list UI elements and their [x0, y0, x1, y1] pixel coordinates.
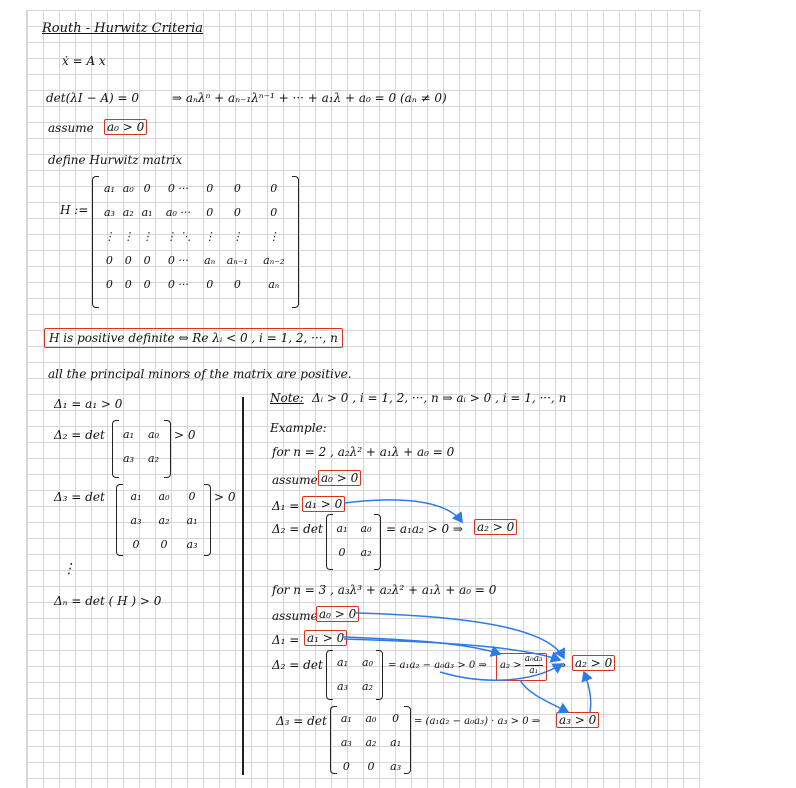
- n3-result3-box: a₃ > 0: [556, 712, 599, 728]
- n3-ineq-box: [496, 653, 547, 681]
- n3-heading: for n = 3 , a₃λ³ + a₂λ² + a₁λ + a₀ = 0: [272, 583, 497, 597]
- minors-statement: all the principal minors of the matrix are positive.: [48, 367, 352, 381]
- matrix-cell: 0 ···: [167, 253, 189, 267]
- matrix-row: [122, 484, 206, 508]
- matrix-cell: a₂: [365, 735, 377, 749]
- matrix-cell: aₙ: [204, 253, 216, 267]
- delta2-left-rhs: > 0: [174, 428, 196, 442]
- column-divider: [242, 397, 244, 775]
- n3-result2-box: a₂ > 0: [572, 655, 615, 671]
- matrix-cell: a₀: [360, 521, 372, 535]
- delta2-left-matrix: [116, 422, 166, 470]
- delta2-left-lhs: Δ₂ = det: [54, 428, 105, 442]
- matrix-cell: ⋮: [231, 229, 243, 243]
- n3-d2-lhs: Δ₂ = det: [272, 658, 323, 672]
- matrix-row: [100, 224, 292, 248]
- matrix-cell: 0: [367, 759, 375, 773]
- matrix-row: [330, 674, 380, 698]
- matrix-cell: 0: [342, 759, 350, 773]
- n2-heading: for n = 2 , a₂λ² + a₁λ + a₀ = 0: [272, 445, 455, 459]
- matrix-cell: 0: [105, 253, 113, 267]
- n3-ineq-text: a₂ >: [500, 660, 522, 671]
- matrix-cell: 0: [124, 277, 132, 291]
- hurwitz-H-label: H :=: [60, 203, 89, 217]
- matrix-row: [122, 532, 206, 556]
- n3-assume-box: a₀ > 0: [316, 606, 359, 622]
- matrix-row: [334, 754, 408, 778]
- matrix-cell: a₃: [130, 513, 142, 527]
- matrix-cell: aₙ₋₁: [226, 253, 248, 267]
- n2-result-box: a₂ > 0: [474, 519, 517, 535]
- example-label: Example:: [270, 421, 327, 435]
- n2-d1-box: a₁ > 0: [302, 496, 345, 512]
- matrix-cell: ⋮: [103, 229, 115, 243]
- matrix-cell: a₂: [360, 545, 372, 559]
- matrix-cell: 0: [206, 181, 214, 195]
- matrix-cell: 0: [338, 545, 346, 559]
- matrix-cell: a₁: [130, 489, 142, 503]
- matrix-cell: aₙ₋₂: [263, 253, 285, 267]
- matrix-cell: 0: [233, 181, 241, 195]
- matrix-cell: 0: [132, 537, 140, 551]
- matrix-row: [100, 176, 292, 200]
- n3-implies-arrow: ⇒: [556, 658, 567, 672]
- matrix-cell: ⋮: [141, 229, 153, 243]
- matrix-cell: a₂: [158, 513, 170, 527]
- matrix-cell: a₀: [362, 655, 373, 669]
- matrix-cell: 0: [233, 277, 241, 291]
- matrix-cell: a₃: [390, 759, 402, 773]
- delta3-left-matrix: [122, 484, 206, 556]
- n3-d3-matrix: [334, 706, 408, 778]
- matrix-row: [100, 272, 292, 296]
- matrix-cell: a₂: [122, 205, 134, 219]
- matrix-cell: 0 ···: [167, 181, 189, 195]
- matrix-cell: a₁: [123, 427, 134, 441]
- matrix-right-bracket: [292, 176, 299, 308]
- assume-label: assume: [48, 121, 94, 135]
- matrix-cell: a₀: [158, 489, 170, 503]
- matrix-cell: 0: [143, 277, 151, 291]
- matrix-cell: 0: [143, 253, 151, 267]
- matrix-cell: a₁: [141, 205, 153, 219]
- matrix-cell: a₃: [103, 205, 115, 219]
- matrix-cell: a₀: [148, 427, 159, 441]
- matrix-cell: a₁: [340, 711, 352, 725]
- matrix-cell: 0 ···: [167, 277, 189, 291]
- matrix-cell: 0: [160, 537, 168, 551]
- matrix-cell: a₀ ···: [165, 205, 191, 219]
- n3-d2-rhs: = a₁a₂ − a₀a₃ > 0 ⇒: [388, 660, 487, 671]
- matrix-row: [330, 516, 378, 540]
- n3-d1-label: Δ₁ =: [272, 633, 300, 647]
- n3-frac-num: a₀a₃: [524, 654, 543, 664]
- matrix-cell: 0: [188, 489, 196, 503]
- matrix-row: [330, 650, 380, 674]
- page-title: Routh - Hurwitz Criteria: [42, 21, 204, 36]
- matrix-row: [100, 248, 292, 272]
- define-label: define Hurwitz matrix: [48, 153, 183, 167]
- hurwitz-matrix: [100, 176, 292, 296]
- delta1-left: Δ₁ = a₁ > 0: [54, 397, 123, 411]
- matrix-cell: 0: [270, 205, 278, 219]
- matrix-cell: 0: [105, 277, 113, 291]
- matrix-cell: ⋮: [122, 229, 134, 243]
- matrix-cell: a₀: [365, 711, 377, 725]
- note-label: Note:: [270, 391, 304, 405]
- matrix-cell: 0: [206, 277, 214, 291]
- n3-d3-lhs: Δ₃ = det: [276, 714, 327, 728]
- matrix-cell: a₁: [337, 655, 348, 669]
- matrix-cell: 0: [143, 181, 151, 195]
- matrix-cell: a₃: [340, 735, 352, 749]
- n2-assume-label: assume: [272, 473, 318, 487]
- matrix-left-bracket: [92, 176, 99, 308]
- matrix-cell: ⋮: [204, 229, 216, 243]
- n3-assume-label: assume: [272, 609, 318, 623]
- matrix-cell: 0: [233, 205, 241, 219]
- matrix-cell: a₃: [186, 537, 198, 551]
- matrix-row: [122, 508, 206, 532]
- matrix-cell: a₁: [103, 181, 115, 195]
- n3-d1-box: a₁ > 0: [304, 630, 347, 646]
- matrix-cell: a₃: [123, 451, 134, 465]
- matrix-cell: 0: [206, 205, 214, 219]
- matrix-cell: 0: [392, 711, 400, 725]
- matrix-row: [334, 730, 408, 754]
- matrix-cell: a₂: [362, 679, 373, 693]
- matrix-row: [330, 540, 378, 564]
- assume-a0-box: a₀ > 0: [104, 119, 147, 135]
- deltan-left: Δₙ = det ( H ) > 0: [54, 594, 162, 608]
- matrix-cell: 0: [124, 253, 132, 267]
- delta3-left-rhs: > 0: [214, 490, 236, 504]
- n2-d2-rhs: = a₁a₂ > 0 ⇒: [386, 522, 463, 536]
- matrix-row: [100, 200, 292, 224]
- matrix-cell: a₁: [336, 521, 348, 535]
- matrix-row: [334, 706, 408, 730]
- n3-frac-den: a₁: [529, 666, 539, 676]
- n2-d2-lhs: Δ₂ = det: [272, 522, 323, 536]
- n2-d1-label: Δ₁ =: [272, 499, 300, 513]
- n2-assume-box: a₀ > 0: [318, 470, 361, 486]
- matrix-cell: a₂: [148, 451, 159, 465]
- matrix-cell: ⋮ ⋱: [165, 229, 192, 243]
- delta3-left-lhs: Δ₃ = det: [54, 490, 105, 504]
- matrix-cell: a₁: [186, 513, 198, 527]
- matrix-cell: a₁: [390, 735, 402, 749]
- matrix-row: [116, 422, 166, 446]
- char-eq-rhs: ⇒ aₙλⁿ + aₙ₋₁λⁿ⁻¹ + ··· + a₁λ + a₀ = 0 (aₙ ≠ 0): [172, 91, 447, 105]
- matrix-cell: a₀: [122, 181, 134, 195]
- n2-d2-matrix: [330, 516, 378, 564]
- char-eq-lhs: det(λI − A) = 0: [46, 91, 139, 105]
- matrix-cell: 0: [270, 181, 278, 195]
- state-equation: ẋ = A x: [62, 54, 106, 68]
- positive-definite-box: H is positive definite ⇔ Re λᵢ < 0 , i = 1, 2, ···, n: [44, 328, 343, 348]
- matrix-cell: ⋮: [268, 229, 280, 243]
- matrix-cell: a₃: [337, 679, 348, 693]
- n3-d3-rhs: = (a₁a₂ − a₀a₃) · a₃ > 0 ⇒: [414, 716, 541, 727]
- matrix-row: [116, 446, 166, 470]
- vertical-ellipsis: ⋮: [62, 561, 76, 577]
- note-text: Δᵢ > 0 , i = 1, 2, ···, n ⇒ aᵢ > 0 , i = 1, ···, n: [312, 391, 567, 405]
- n3-d2-matrix: [330, 650, 380, 698]
- matrix-cell: aₙ: [268, 277, 280, 291]
